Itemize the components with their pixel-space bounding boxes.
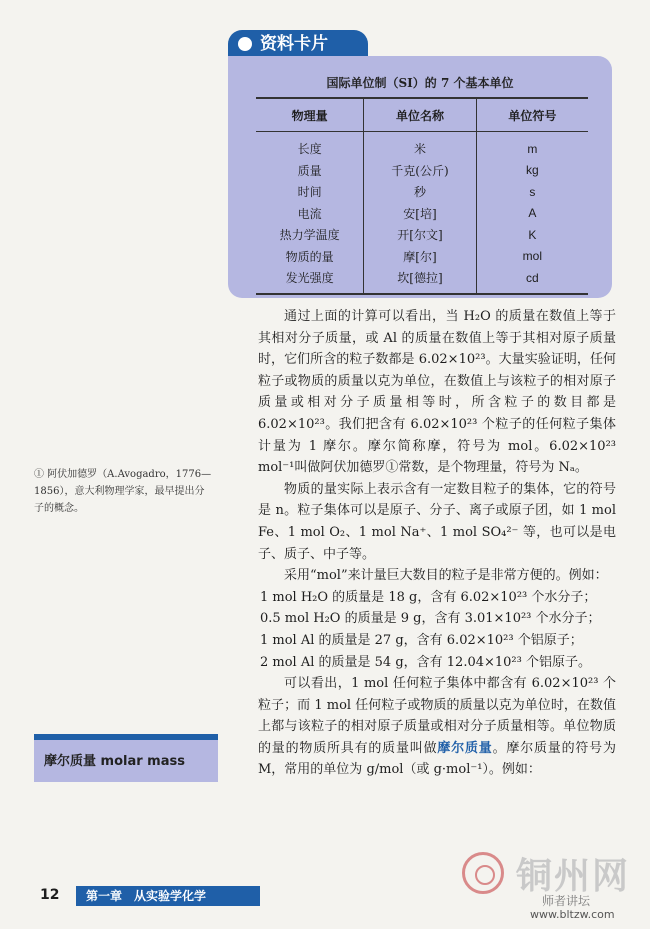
- info-card-tab-label: 资料卡片: [260, 34, 328, 54]
- table-cell: 物质的量: [256, 246, 364, 268]
- seal-icon: [462, 852, 504, 894]
- watermark: [460, 848, 644, 924]
- page-number: 12: [40, 887, 60, 903]
- watermark-url: www.bltzw.com: [530, 908, 615, 921]
- info-card-title: 国际单位制（SI）的 7 个基本单位: [326, 76, 514, 90]
- table-cell: 质量: [256, 160, 364, 182]
- main-text: [258, 306, 616, 781]
- table-cell: 开[尔文]: [364, 224, 476, 246]
- info-card: [228, 56, 612, 298]
- watermark-name: 铜州网: [516, 856, 631, 897]
- watermark-sub: 师者讲坛: [542, 894, 591, 908]
- table-cell: 安[培]: [364, 203, 476, 225]
- paragraph-text: 。摩尔质量的符号为 M，常用的单位为 g/mol（或 g·mol⁻¹）。例如：: [258, 740, 616, 778]
- paragraph: 物质的量实际上表示含有一定数目粒子的集体，它的符号是 n。粒子集体可以是原子、分子、离子或原子团，如 1 mol Fe、1 mol O₂、1 mol Na⁺、1 mol SO₄²⁻ 等，也可以是电子、质子、中子等。: [258, 481, 616, 562]
- table-row: [256, 181, 588, 203]
- term-box-band: [34, 734, 218, 740]
- table-header: 单位符号: [476, 98, 588, 132]
- table-header: 物理量: [256, 98, 364, 132]
- info-card-tab: [228, 30, 368, 58]
- footnote: ① 阿伏加德罗（A.Avogadro，1776—1856），意大利物理学家，最早提出分子的概念。: [34, 469, 212, 514]
- table-row: [256, 203, 588, 225]
- table-cell: 坎[德拉]: [364, 267, 476, 294]
- example-line: 1 mol Al 的质量是 27 g，含有 6.02×10²³ 个铝原子；: [260, 632, 583, 648]
- si-units-table: [256, 97, 588, 295]
- table-cell: cd: [476, 267, 588, 294]
- table-cell: 发光强度: [256, 267, 364, 294]
- table-cell: mol: [522, 249, 542, 264]
- table-cell: A: [528, 206, 537, 221]
- example-line: 2 mol Al 的质量是 54 g，含有 12.04×10²³ 个铝原子。: [260, 654, 591, 670]
- table-cell: 时间: [256, 181, 364, 203]
- table-cell: 电流: [256, 203, 364, 225]
- table-row: [256, 246, 588, 268]
- bullet-icon: [238, 37, 252, 51]
- paragraph: 通过上面的计算可以看出，当 H₂O 的质量在数值上等于其相对分子质量，或 Al 的质量在数值上等于其相对原子质量时，它们所含的粒子数都是 6.02×10²³。大量实验证明，任何粒子或物质的质量以克为单位，在数值上与该粒子的相对原子质量或相对分子质量相等时，所含粒子的数目都是 6.02×10²³。我们把含有 6.02×10²³ 个粒子的任何粒子集体计量为 1 摩尔。摩尔简称摩，符号为 mol。6.02×10²³ mol⁻¹叫做阿伏加德罗①常数，是个物理量，符号为 Nₐ。: [258, 309, 616, 476]
- table-cell: 长度: [256, 132, 364, 160]
- paragraph-text: 可以看出，1 mol 任何粒子集体中都含有 6.02×10²³ 个粒子；而 1 mol 任何粒子或物质的质量以克为单位时，在数值上都与该粒子的相对原子质量或相对分子质量相等。单位物质的量的物质所具有的质量叫做: [258, 676, 616, 756]
- table-row: [256, 132, 588, 160]
- term-box: [34, 734, 218, 782]
- table-cell: 米: [364, 132, 476, 160]
- table-header-row: [256, 98, 588, 132]
- table-cell: 千克(公斤): [364, 160, 476, 182]
- paragraph: 采用“mol”来计量巨大数目的粒子是非常方便的。例如：: [284, 568, 608, 584]
- table-cell: m: [527, 141, 538, 156]
- table-row: [256, 160, 588, 182]
- highlighted-term: 摩尔质量: [437, 740, 493, 756]
- table-row: [256, 267, 588, 294]
- paragraph: [258, 673, 616, 781]
- table-cell: s: [529, 184, 536, 199]
- table-cell: 热力学温度: [256, 224, 364, 246]
- table-cell: 秒: [364, 181, 476, 203]
- table-cell: kg: [525, 163, 539, 178]
- example-line: 0.5 mol H₂O 的质量是 9 g，含有 3.01×10²³ 个水分子；: [260, 611, 601, 627]
- example-line: 1 mol H₂O 的质量是 18 g，含有 6.02×10²³ 个水分子；: [260, 589, 597, 605]
- term-box-label: 摩尔质量 molar mass: [44, 754, 185, 769]
- table-cell: 摩[尔]: [364, 246, 476, 268]
- table-row: [256, 224, 588, 246]
- chapter-title: 第一章 从实验学化学: [76, 886, 260, 906]
- table-cell: K: [528, 227, 537, 242]
- table-header: 单位名称: [364, 98, 476, 132]
